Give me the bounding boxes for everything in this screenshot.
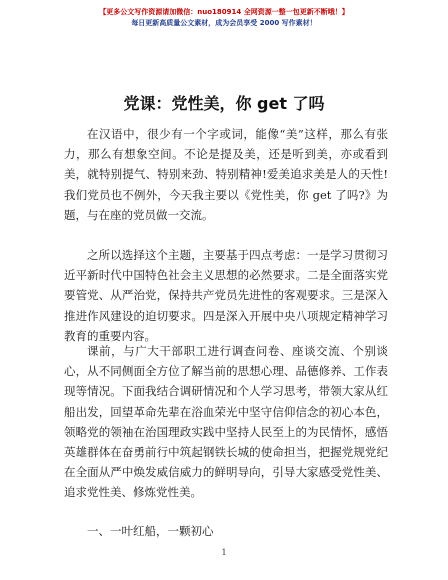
promo-banner-sub: 每日更新高质量公文素材，成为会员享受 2000 写作素材！ [131, 19, 317, 27]
paragraph-reasons [64, 245, 388, 346]
document-title: 党课：党性美，你 get 了吗 [123, 94, 325, 113]
paragraph-text: 课前，与广大干部职工进行调查问卷、座谈交流、个别谈心，从不同侧面全方位了解当前的思想心理、品德修养、工作表现等情况。下面我结合调研情况和个人学习思考，带领大家从红船出发，回望革命先辈在浴血荣光中坚守信仰信念的初心本色，领略党的领袖在治国理政实践中坚持人民至上的为民情怀，感悟英雄群体在奋勇前行中筑起钢铁长城的使命担当，把握党规党纪在全面从严中焕发威信威力的鲜明导向，引导大家感受党性美、追求党性美、修炼党性美。 [64, 344, 388, 500]
paragraph-text: 在汉语中，很少有一个字或词，能像“美”这样，那么有张力，那么有想象空间。不论是提及美，还是听到美，亦或看到美，就特别提气、特别来劲、特别精神!爱美追求美是人的天性!我们党员也不例外，今天我主要以《党性美，你 get 了吗?》为题，与在座的党员做一交流。 [64, 127, 388, 222]
paragraph-preparation [64, 341, 388, 503]
paragraph-intro [64, 124, 388, 225]
section-heading [64, 521, 388, 541]
page-number: 1 [221, 548, 227, 557]
section-heading-text: 一、一叶红船，一颗初心 [87, 524, 214, 538]
promo-banner-top: 【更多公文写作资源请加微信：nuo180914 全网资源一整一包更新不断哦！】 [99, 8, 349, 16]
paragraph-text: 之所以选择这个主题，主要基于四点考虑：一是学习贯彻习近平新时代中国特色社会主义思想的必然要求。二是全面落实党要管党、从严治党，保持共产党员先进性的客观要求。三是深入推进作风建设的迫切要求。四是深入开展中央八项规定精神学习教育的重要内容。 [64, 248, 388, 343]
